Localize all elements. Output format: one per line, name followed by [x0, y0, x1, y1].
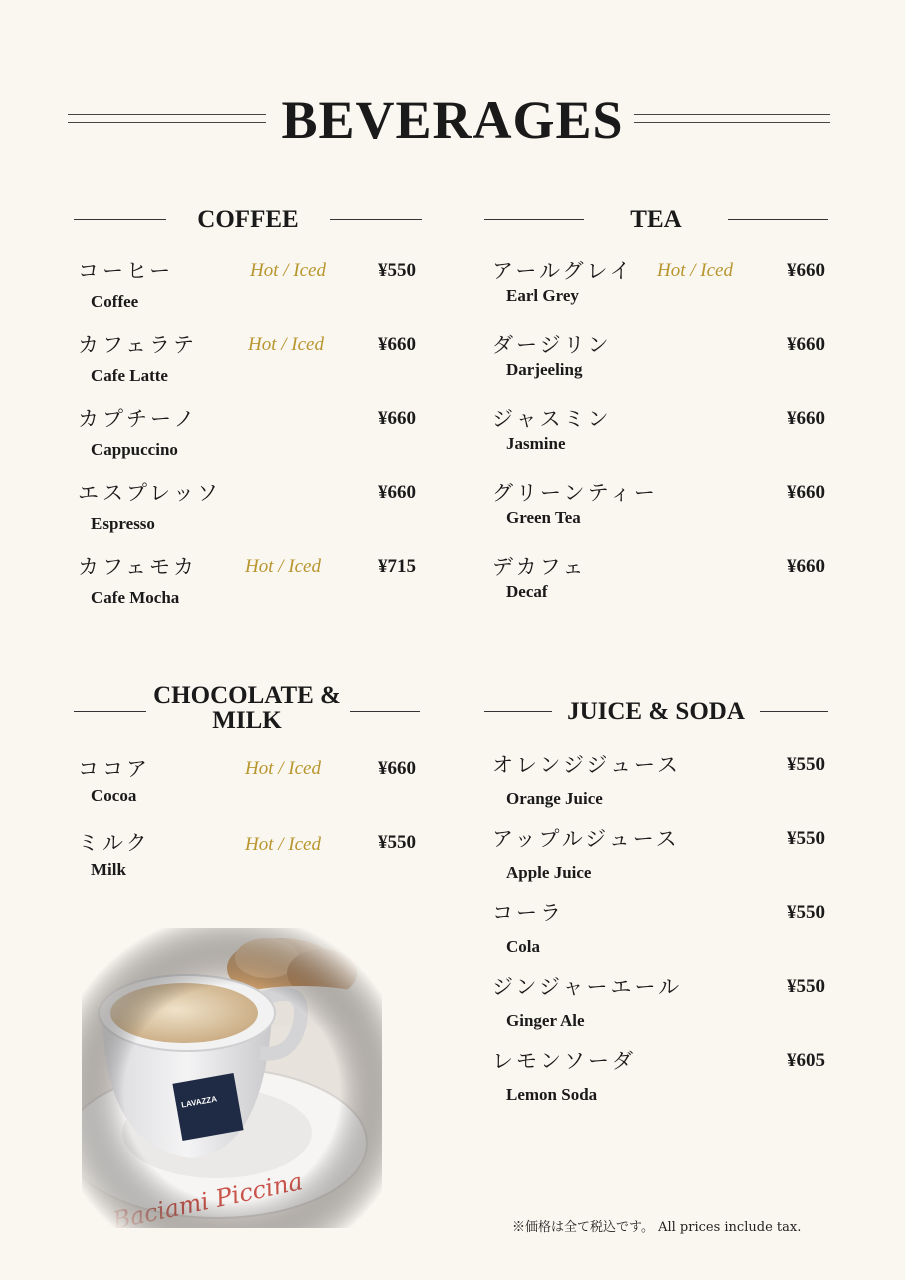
header-rule-right — [330, 219, 422, 220]
section-title-chocolate: CHOCOLATE & — [153, 682, 341, 709]
item-name-jp: ジャスミン — [492, 407, 612, 431]
menu-item-cocoa — [78, 756, 416, 816]
section-header-coffee — [74, 206, 422, 246]
section-title-coffee: COFFEE — [197, 206, 299, 233]
tax-note: ※価格は全て税込です。 All prices include tax. — [512, 1220, 802, 1235]
item-name-en: Orange Juice — [506, 789, 603, 808]
item-name-jp: ミルク — [78, 831, 150, 855]
title-row — [0, 88, 905, 152]
hot-iced-option: Hot / Iced — [245, 556, 321, 577]
item-price: ¥660 — [378, 408, 416, 429]
item-price: ¥660 — [787, 408, 825, 429]
page-title: BEVERAGES — [281, 90, 624, 150]
item-name-en: Decaf — [506, 582, 548, 601]
section-header-chocolate-milk — [74, 682, 420, 742]
section-header-juice-soda — [484, 698, 828, 738]
item-price: ¥550 — [787, 976, 825, 997]
item-name-jp: アールグレイ — [492, 259, 634, 283]
menu-item-ginger-ale — [492, 974, 825, 1034]
item-price: ¥660 — [787, 260, 825, 281]
menu-item-green-tea — [492, 480, 825, 540]
item-name-en: Earl Grey — [506, 286, 579, 305]
title-rule-right — [634, 114, 830, 123]
hot-iced-option: Hot / Iced — [245, 758, 321, 779]
section-title-tea: TEA — [630, 206, 682, 233]
item-price: ¥660 — [378, 758, 416, 779]
menu-item-decaf — [492, 554, 825, 614]
header-rule-right — [350, 711, 420, 712]
item-name-en: Milk — [91, 860, 126, 879]
item-name-jp: レモンソーダ — [492, 1049, 636, 1073]
menu-item-cappuccino — [78, 406, 416, 466]
item-name-jp: ココア — [78, 757, 150, 781]
menu-item-orange-juice — [492, 752, 825, 812]
item-name-jp: コーヒー — [78, 259, 174, 283]
menu-item-earl-grey — [492, 258, 825, 318]
section-title-juice-soda: JUICE & SODA — [567, 698, 745, 725]
item-name-en: Jasmine — [506, 434, 566, 453]
item-name-jp: オレンジジュース — [492, 753, 681, 777]
item-name-jp: デカフェ — [492, 555, 587, 579]
item-price: ¥550 — [787, 754, 825, 775]
item-price: ¥715 — [378, 556, 416, 577]
header-rule-right — [760, 711, 828, 712]
item-price: ¥550 — [787, 828, 825, 849]
item-name-jp: カフェラテ — [78, 333, 197, 357]
item-price: ¥550 — [378, 260, 416, 281]
menu-item-lemon-soda — [492, 1048, 825, 1108]
item-name-jp: ジンジャーエール — [492, 975, 683, 999]
item-name-en: Coffee — [91, 292, 139, 311]
menu-item-cola — [492, 900, 825, 960]
item-price: ¥660 — [378, 334, 416, 355]
menu-item-darjeeling — [492, 332, 825, 392]
item-price: ¥550 — [378, 832, 416, 853]
hot-iced-option: Hot / Iced — [657, 260, 733, 281]
menu-item-jasmine — [492, 406, 825, 466]
item-name-jp: ダージリン — [492, 333, 612, 357]
item-name-en: Cafe Mocha — [91, 588, 180, 607]
item-name-en: Apple Juice — [506, 863, 592, 882]
item-name-en: Cafe Latte — [91, 366, 168, 385]
section-title-milk: MILK — [212, 707, 282, 734]
item-name-en: Green Tea — [506, 508, 581, 527]
item-name-jp: アップルジュース — [492, 827, 680, 851]
item-name-jp: グリーンティー — [492, 481, 658, 505]
item-price: ¥660 — [378, 482, 416, 503]
item-name-en: Espresso — [91, 514, 155, 533]
item-name-jp: カプチーノ — [78, 407, 198, 431]
item-name-en: Lemon Soda — [506, 1085, 598, 1104]
item-name-en: Darjeeling — [506, 360, 583, 379]
hot-iced-option: Hot / Iced — [250, 260, 326, 281]
item-name-en: Cola — [506, 937, 540, 956]
menu-item-coffee — [78, 258, 416, 318]
menu-item-apple-juice — [492, 826, 825, 886]
item-price: ¥660 — [787, 334, 825, 355]
item-name-jp: カフェモカ — [78, 555, 197, 579]
item-price: ¥660 — [787, 556, 825, 577]
hot-iced-option: Hot / Iced — [245, 834, 321, 855]
menu-item-espresso — [78, 480, 416, 540]
item-name-jp: エスプレッソ — [78, 481, 221, 505]
section-header-tea — [484, 206, 828, 246]
menu-item-cafe-latte — [78, 332, 416, 392]
item-name-jp: コーラ — [492, 901, 564, 925]
item-price: ¥660 — [787, 482, 825, 503]
item-price: ¥605 — [787, 1050, 825, 1071]
item-name-en: Cocoa — [91, 786, 137, 805]
hot-iced-option: Hot / Iced — [248, 334, 324, 355]
item-name-en: Ginger Ale — [506, 1011, 585, 1030]
coffee-cup-photo — [82, 928, 382, 1228]
menu-item-cafe-mocha — [78, 554, 416, 614]
menu-item-milk — [78, 830, 416, 890]
item-name-en: Cappuccino — [91, 440, 178, 459]
item-price: ¥550 — [787, 902, 825, 923]
header-rule-right — [728, 219, 828, 220]
